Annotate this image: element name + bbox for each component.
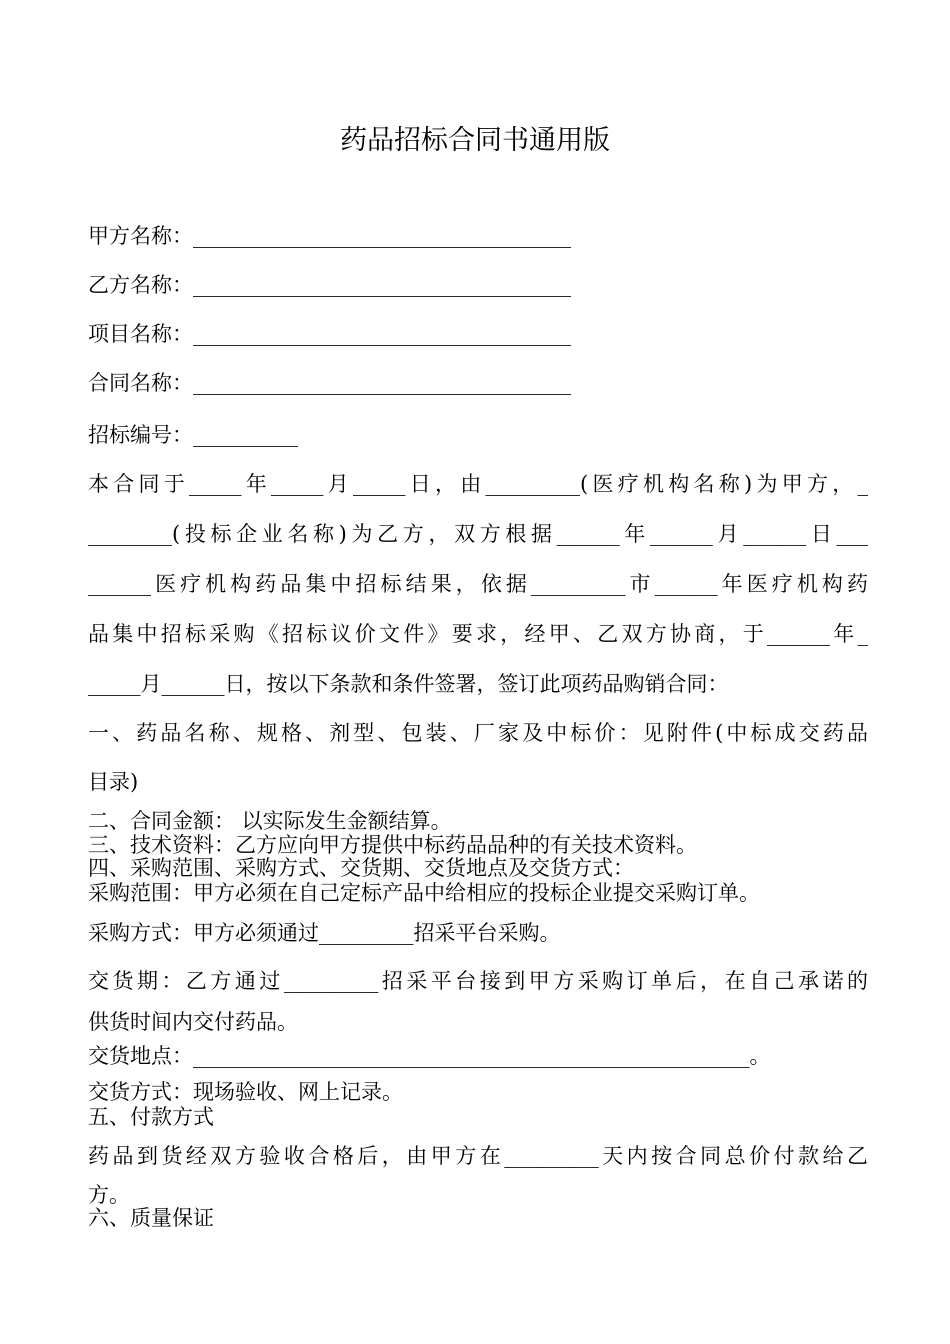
purchase-scope-line: 采购范围：甲方必须在自己定标产品中给相应的投标企业提交采购订单。 bbox=[88, 881, 760, 905]
paragraph-line: 本合同于_____年_____月_____日，由_________(医疗机构名称)为甲方，_ bbox=[88, 472, 868, 496]
delivery-method-line: 交货方式：现场验收、网上记录。 bbox=[88, 1080, 403, 1104]
party-a-name-line: 甲方名称：____________________________________ bbox=[88, 224, 571, 248]
delivery-location-line: 交货地点：_____________________________________________________。 bbox=[88, 1044, 771, 1068]
purchase-method-line: 采购方式：甲方必须通过_________招采平台采购。 bbox=[88, 921, 561, 945]
section-6-line: 六、质量保证 bbox=[88, 1206, 214, 1230]
paragraph-line: ________(投标企业名称)为乙方，双方根据______年______月______日___ bbox=[88, 522, 868, 546]
section-5-line: 五、付款方式 bbox=[88, 1105, 214, 1129]
contract-name-line: 合同名称：____________________________________ bbox=[88, 371, 571, 395]
project-name-line: 项目名称：____________________________________ bbox=[88, 322, 571, 346]
section-2-line: 二、合同金额： 以实际发生金额结算。 bbox=[88, 809, 452, 833]
tender-number-line: 招标编号：__________ bbox=[88, 423, 298, 447]
document-title: 药品招标合同书通用版 bbox=[340, 125, 610, 156]
section-4-line: 四、采购范围、采购方式、交货期、交货地点及交货方式： bbox=[88, 856, 634, 880]
section-3-line: 三、技术资料：乙方应向甲方提供中标药品品种的有关技术资料。 bbox=[88, 833, 697, 857]
delivery-period-line: 供货时间内交付药品。 bbox=[88, 1010, 298, 1034]
section-1-line: 一、药品名称、规格、剂型、包装、厂家及中标价：见附件(中标成交药品 bbox=[88, 721, 868, 745]
paragraph-line: 品集中招标采购《招标议价文件》要求，经甲、乙双方协商，于______年_ bbox=[88, 622, 868, 646]
payment-line: 方。 bbox=[88, 1183, 130, 1207]
party-b-name-line: 乙方名称：____________________________________ bbox=[88, 273, 571, 297]
section-1-line: 目录) bbox=[88, 770, 139, 794]
payment-line: 药品到货经双方验收合格后，由甲方在_________天内按合同总价付款给乙 bbox=[88, 1144, 868, 1168]
delivery-period-line: 交货期：乙方通过_________招采平台接到甲方采购订单后，在自己承诺的 bbox=[88, 969, 868, 993]
paragraph-line: _____月______日，按以下条款和条件签署，签订此项药品购销合同： bbox=[88, 672, 729, 696]
paragraph-line: ______医疗机构药品集中招标结果，依据_________市______年医疗机构药 bbox=[88, 572, 868, 596]
